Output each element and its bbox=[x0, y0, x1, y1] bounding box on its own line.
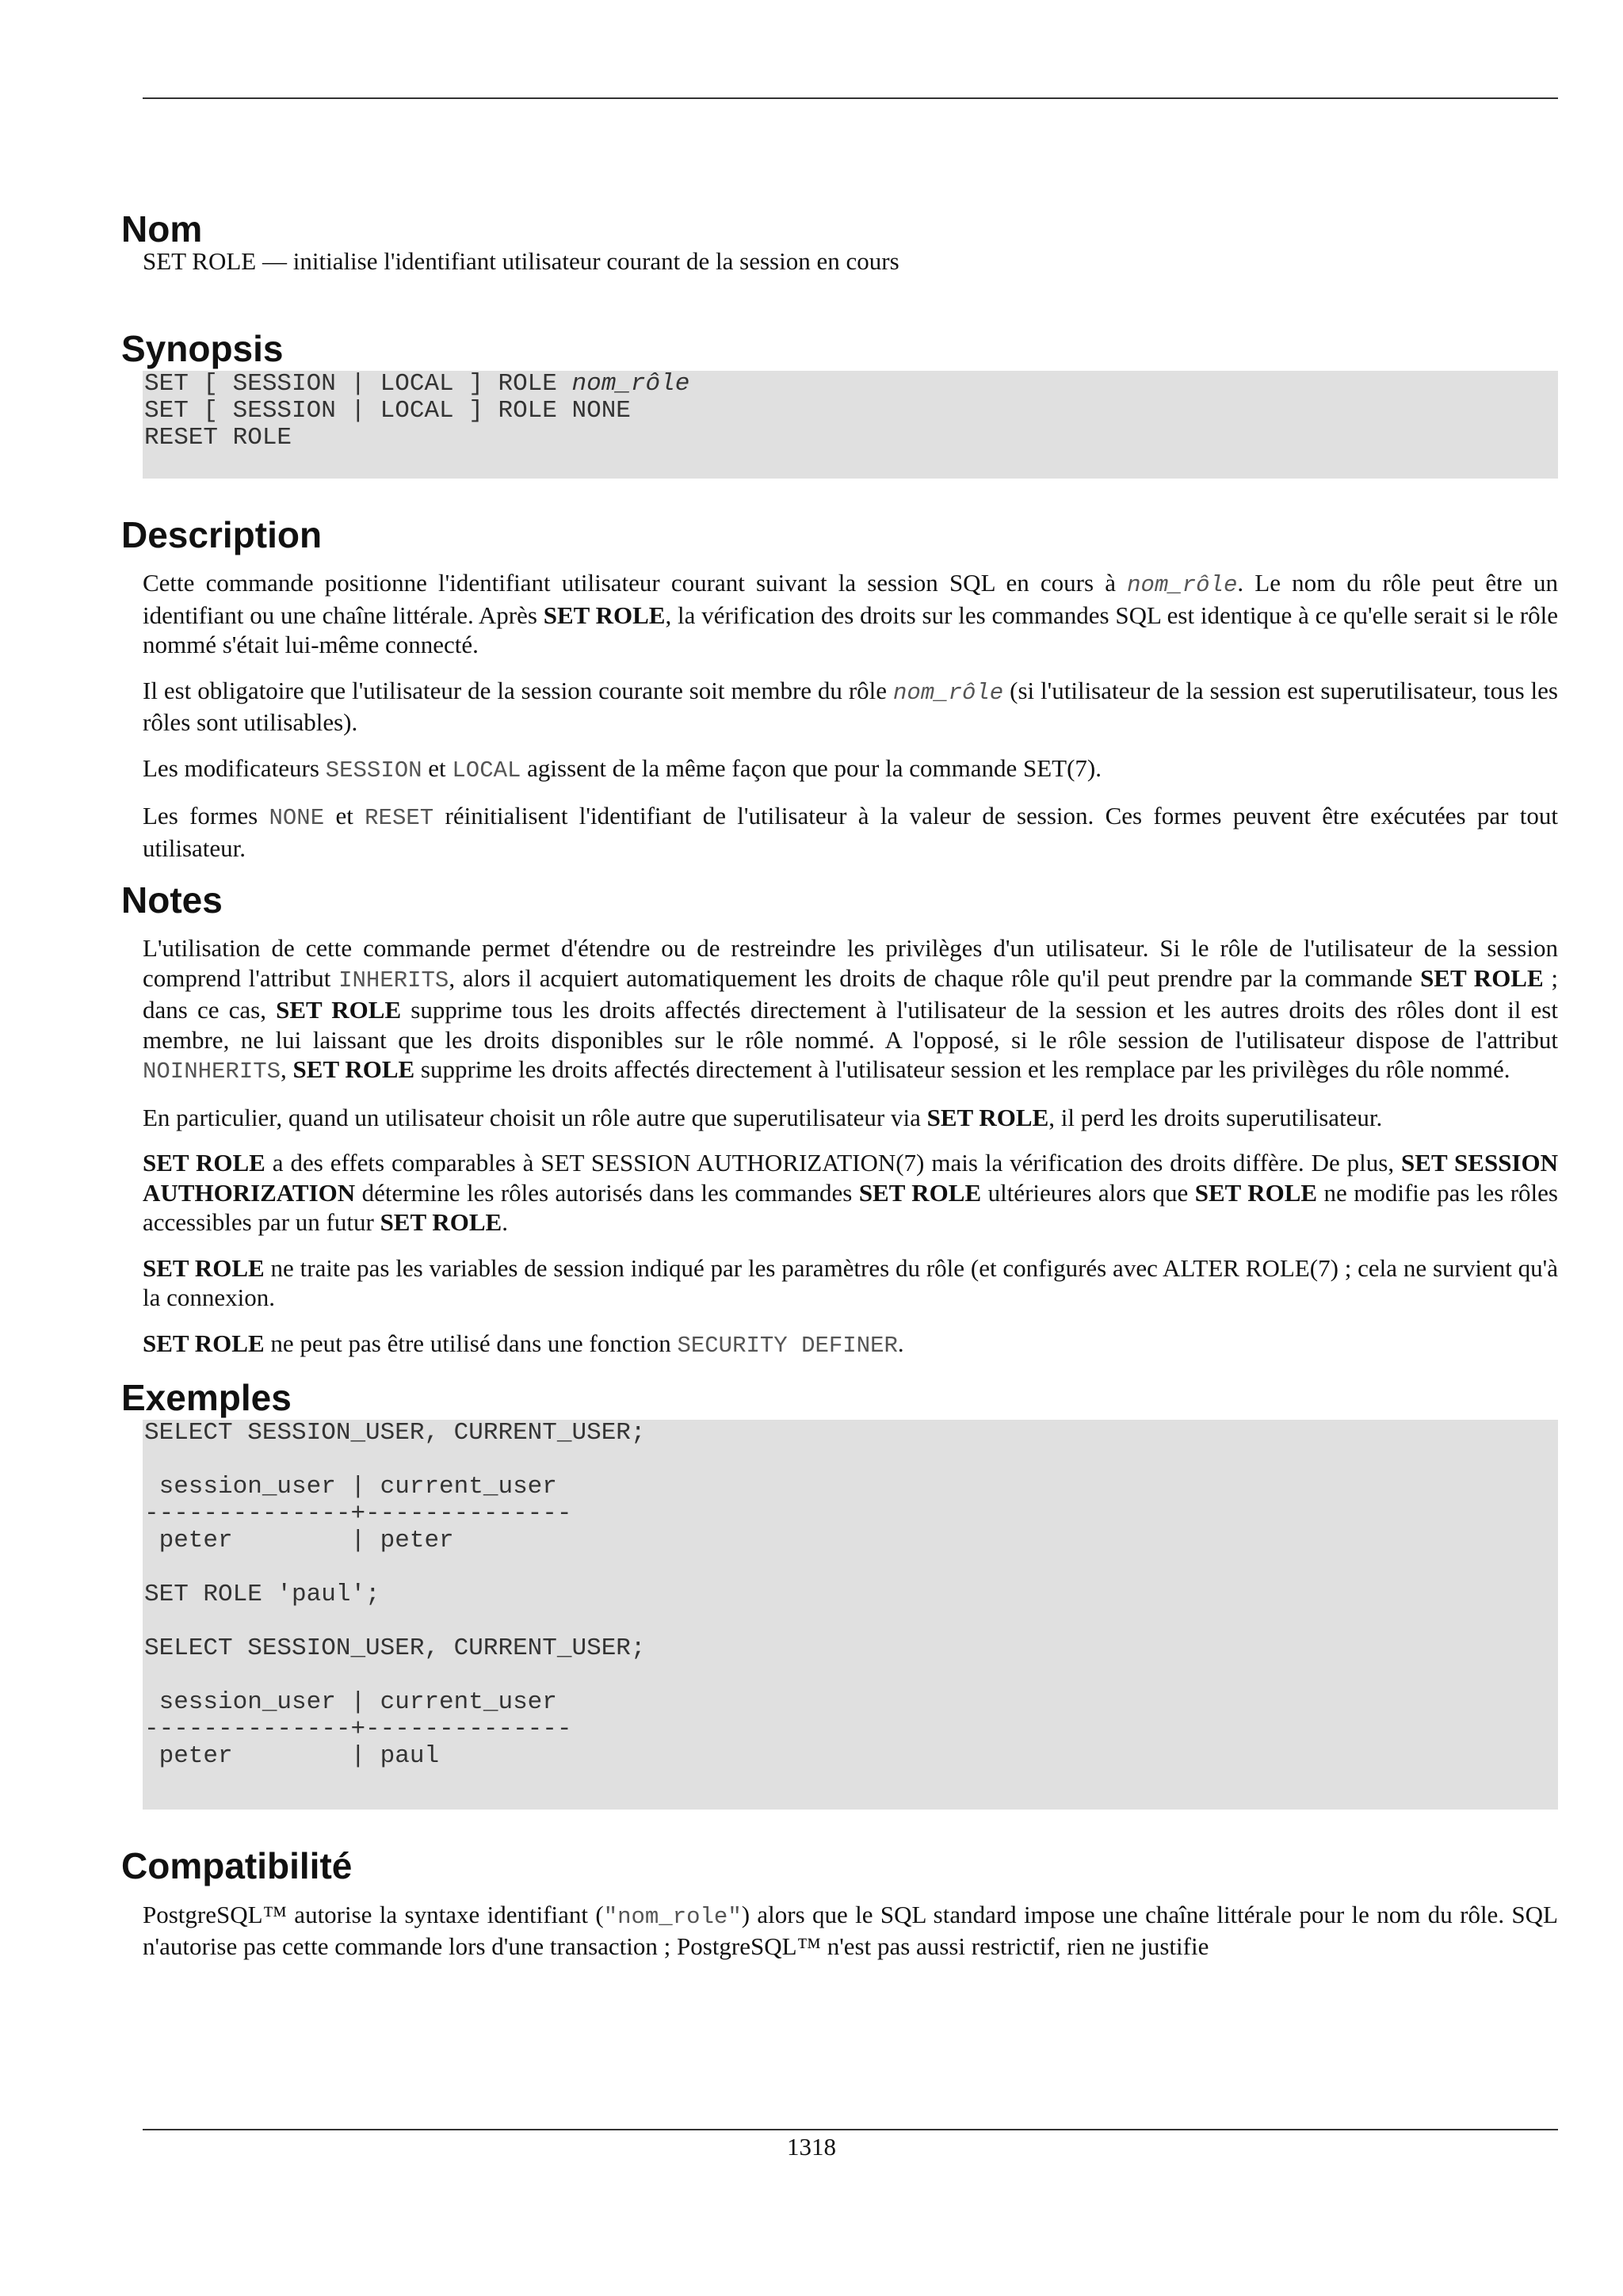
footer-rule bbox=[143, 2129, 1558, 2130]
description-paragraph-4: Les formes NONE et RESET réinitialisent l'identifiant de l'utilisateur à la valeur de session. Ces formes peuvent être exécutées par tout utilisateur. bbox=[143, 802, 1558, 862]
notes-paragraph-5: SET ROLE ne peut pas être utilisé dans une fonction SECURITY DEFINER. bbox=[143, 1329, 904, 1359]
description-paragraph-2: Il est obligatoire que l'utilisateur de la session courante soit membre du rôle nom_rôle (si l'utilisateur de la session est superutilisateur, tous les rôles sont utilisables). bbox=[143, 676, 1558, 737]
page-number: 1318 bbox=[787, 2133, 836, 2161]
synopsis-code-block bbox=[143, 371, 1558, 479]
nom-heading: Nom bbox=[121, 208, 203, 250]
synopsis-line-1-param: nom_rôle bbox=[571, 369, 690, 398]
nom-text: SET ROLE — initialise l'identifiant utilisateur courant de la session en cours bbox=[143, 247, 899, 276]
header-rule bbox=[143, 97, 1558, 99]
notes-paragraph-3: SET ROLE a des effets comparables à SET SESSION AUTHORIZATION(7) mais la vérification des droits diffère. De plus, SET SESSION AUTHORIZATION détermine les rôles autorisés dans les commandes SET ROLE ultérieures alors que SET ROLE ne modifie pas les rôles accessibles par un futur SET ROLE. bbox=[143, 1149, 1558, 1237]
notes-paragraph-1: L'utilisation de cette commande permet d'étendre ou de restreindre les privilèges d'un utilisateur. Si le rôle de l'utilisateur de la session comprend l'attribut INHERITS, alors il acquiert automatiquement les droits de chaque rôle qu'il peut prendre par la commande SET ROLE ; dans ce cas, SET ROLE supprime tous les droits affectés directement à l'utilisateur de la session et les autres droits des rôles dont il est membre, ne lui laissant que les droits disponibles sur le rôle nommé. A l'opposé, si le rôle session de l'utilisateur dispose de l'attribut NOINHERITS, SET ROLE supprime les droits affectés directement à l'utilisateur session et les remplace par les privilèges du rôle nommé. bbox=[143, 934, 1558, 1085]
notes-paragraph-4: SET ROLE ne traite pas les variables de session indiqué par les paramètres du rôle (et configurés avec ALTER ROLE(7) ; cela ne survient qu'à la connexion. bbox=[143, 1253, 1558, 1312]
description-paragraph-1: Cette commande positionne l'identifiant utilisateur courant suivant la session SQL en cours à nom_rôle. Le nom du rôle peut être un identifiant ou une chaîne littérale. Après SET ROLE, la vérification des droits sur les commandes SQL est identique à ce qu'elle serait si le rôle nommé s'était lui-même connecté. bbox=[143, 569, 1559, 659]
synopsis-line-2: SET [ SESSION | LOCAL ] ROLE NONE bbox=[144, 396, 631, 425]
notes-paragraph-2: En particulier, quand un utilisateur choisit un rôle autre que superutilisateur via SET ROLE, il perd les droits superutilisateur. bbox=[143, 1103, 1383, 1131]
description-paragraph-3: Les modificateurs SESSION et LOCAL agissent de la même façon que pour la commande SET(7). bbox=[143, 753, 1102, 784]
description-param: nom_rôle bbox=[1127, 572, 1238, 599]
page-content bbox=[121, 208, 1558, 1978]
compat-heading: Compatibilité bbox=[121, 1845, 353, 1887]
description-heading: Description bbox=[121, 513, 323, 555]
compat-paragraph-1: PostgreSQL™ autorise la syntaxe identifiant ("nom_role") alors que le SQL standard impose une chaîne littérale pour le nom du rôle. SQL n'autorise pas cette commande lors d'une transaction ; PostgreSQL™ n'est pas aussi restrictif, rien ne justifie bbox=[143, 1900, 1558, 1961]
exemples-heading: Exemples bbox=[121, 1377, 292, 1419]
synopsis-line-1-prefix: SET [ SESSION | LOCAL ] ROLE bbox=[144, 369, 572, 398]
synopsis-heading: Synopsis bbox=[121, 327, 284, 369]
exemples-code-block: SELECT SESSION_USER, CURRENT_USER; session_user | current_user --------------+-------------- peter | peter SET ROLE 'paul'; SELECT SESSION_USER, CURRENT_USER; session_user | current_user --------------+-------------- peter | paul bbox=[143, 1420, 1558, 1810]
synopsis-line-3: RESET ROLE bbox=[144, 423, 292, 452]
notes-heading: Notes bbox=[121, 879, 223, 921]
